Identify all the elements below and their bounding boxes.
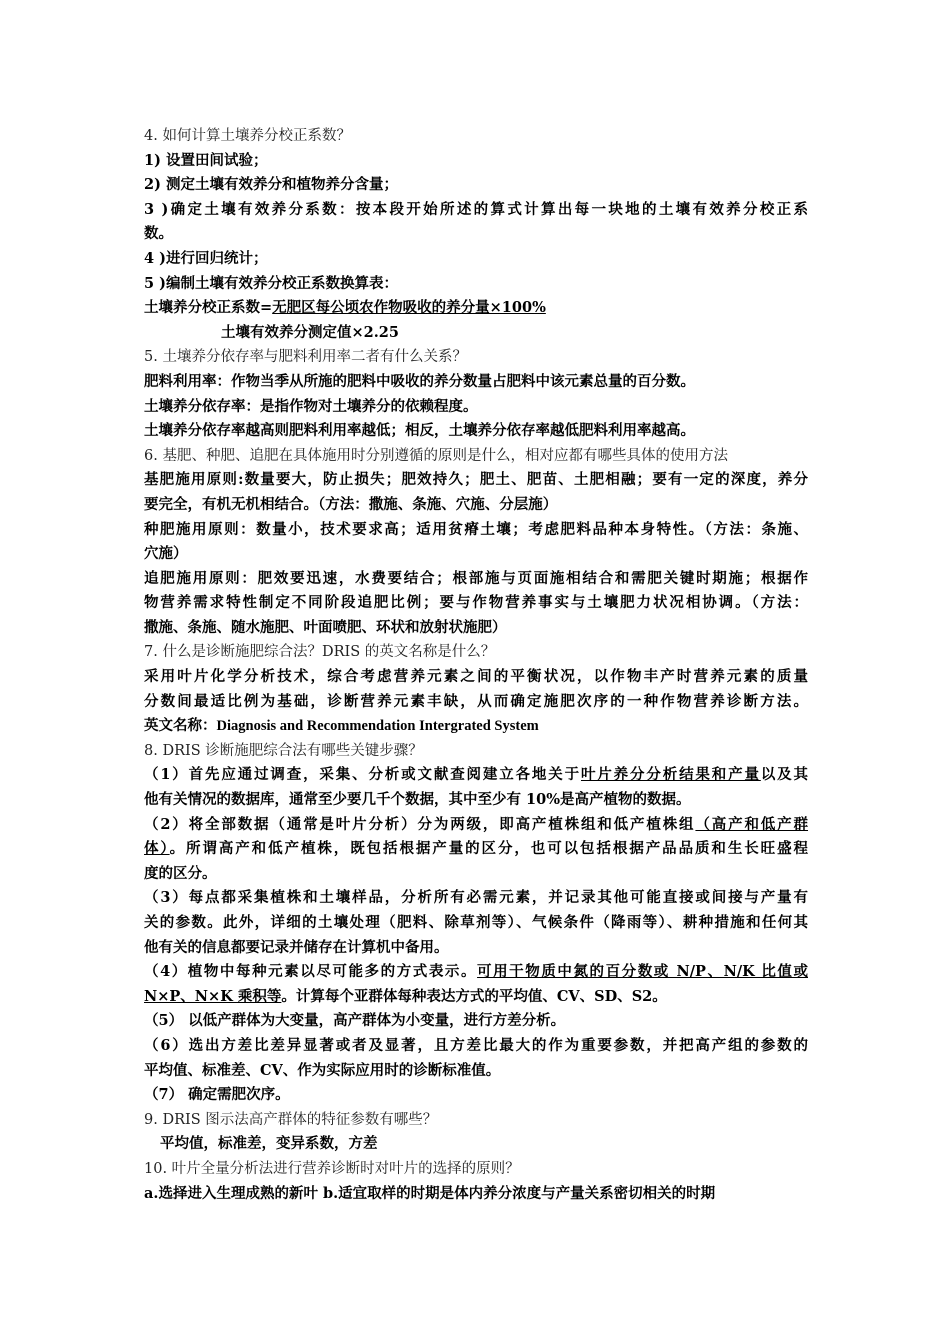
document-page: [144, 124, 808, 1206]
q6-seed-line1: 种肥施用原则：数量小，技术要求高；适用贫瘠土壤；考虑肥料品种本身特性。（方法：条施、: [144, 520, 808, 538]
q8-step7: （7） 确定需肥次序。: [144, 1086, 290, 1104]
q8-step5: （5） 以低产群体为大变量，高产群体为小变量，进行方差分析。: [144, 1012, 566, 1030]
q7-english-name: [144, 714, 808, 739]
q6-topdress-line3: 撒施、条施、随水施肥、叶面喷肥、环状和放射状施肥）: [144, 618, 507, 636]
q8-step2-line3: 度的区分。: [144, 864, 217, 882]
q9-answer: 平均值，标准差，变异系数，方差: [160, 1135, 378, 1153]
q7-line-1: 采用叶片化学分析技术，综合考虑营养元素之间的平衡状况，以作物丰产时营养元素的质量: [144, 668, 808, 686]
text-segment: 以及其: [760, 766, 809, 784]
q4-formula-denominator: 土壤有效养分测定值×2.25: [221, 323, 399, 341]
q6-topdress-line1: 追肥施用原则：肥效要迅速，水费要结合；根部施与页面施相结合和需肥关键时期施；根据作: [144, 569, 808, 587]
text-segment: 。所谓高产和低产植株，既包括根据产量的区分，也可以包括根据产品品质和生长旺盛程: [169, 840, 809, 858]
question-9-title: 9. DRIS 图示法高产群体的特征参数有哪些？: [144, 1111, 438, 1128]
question-10-title: 10. 叶片全量分析法进行营养诊断时对叶片的选择的原则？: [144, 1160, 520, 1177]
q4-step-2: 2) 测定土壤有效养分和植物养分含量；: [144, 176, 398, 194]
q5-line-3: 土壤养分依存率越高则肥料利用率越低；相反，土壤养分依存率越低肥料利用率越高。: [144, 422, 695, 440]
q8-step2-line2: [144, 837, 808, 862]
q4-formula-numerator: [144, 296, 808, 321]
q4-step-1: 1) 设置田间试验；: [144, 151, 268, 169]
formula-left: 土壤养分校正系数=: [144, 299, 273, 317]
q8-step4-line1: [144, 960, 808, 985]
q8-step2-line1: [144, 813, 808, 838]
text-segment: 。计算每个亚群体每种表达方式的平均值、CV、SD、S2。: [281, 987, 667, 1005]
q4-step-4: 4 )进行回归统计；: [144, 249, 268, 267]
q8-step4-line2: [144, 985, 808, 1010]
question-4-title: 4. 如何计算土壤养分校正系数？: [144, 128, 351, 144]
q8-step6-line2: 平均值、标准差、CV、作为实际应用时的诊断标准值。: [144, 1061, 501, 1079]
underlined-segment: 可用干物质中氮的百分数或 N/P、N/K 比值或: [477, 963, 808, 981]
q8-step1-line1: [144, 763, 808, 788]
q6-seed-line2: 穴施）: [144, 545, 188, 563]
q8-step3-line2: 关的参数。此外，详细的土壤处理（肥料、除草剂等）、气候条件（降雨等）、耕种措施和任何其: [144, 914, 808, 931]
q4-step-5: 5 )编制土壤有效养分校正系数换算表：: [144, 274, 398, 292]
text-segment: （4）植物中每种元素以尽可能多的方式表示。: [144, 963, 478, 981]
english-name-value: Diagnosis and Recommendation Intergrated System: [216, 718, 539, 735]
q8-step3-line3: 他有关的信息都要记录并储存在计算机中备用。: [144, 938, 449, 956]
underlined-segment: （高产和低产群: [695, 815, 809, 833]
q7-line-2: 分数间最适比例为基础，诊断营养元素丰缺，从而确定施肥次序的一种作物营养诊断方法。: [144, 692, 808, 710]
q4-step-3-line1: 3 )确定土壤有效养分系数：按本段开始所述的算式计算出每一块地的土壤有效养分校正系: [144, 200, 808, 218]
text-segment: （2）将全部数据（通常是叶片分析）分为两级，即高产植株组和低产植株组: [144, 815, 696, 833]
q8-step1-line2: 他有关情况的数据库，通常至少要几千个数据，其中至少有 10%是高产植物的数据。: [144, 791, 691, 809]
question-7-title: 7. 什么是诊断施肥综合法？DRIS 的英文名称是什么？: [144, 644, 496, 661]
q5-line-2: 土壤养分依存率：是指作物对土壤养分的依赖程度。: [144, 397, 478, 415]
q6-topdress-line2: 物营养需求特性制定不同阶段追肥比例；要与作物营养事实与土壤肥力状况相协调。（方法：: [144, 594, 808, 612]
question-5-title: 5. 土壤养分依存率与肥料利用率二者有什么关系？: [144, 349, 467, 366]
q5-line-1: 肥料利用率：作物当季从所施的肥料中吸收的养分数量占肥料中该元素总量的百分数。: [144, 372, 695, 390]
underlined-segment: N×P、N×K 乘积等: [144, 987, 282, 1005]
q6-basal-line2: 要完全，有机无机相结合。（方法：撒施、条施、穴施、分层施）: [144, 495, 558, 513]
q8-step6-line1: （6）选出方差比差异显著或者及显著，且方差比最大的作为重要参数，并把高产组的参数的: [144, 1036, 808, 1054]
question-8-title: 8. DRIS 诊断施肥综合法有哪些关键步骤？: [144, 742, 423, 759]
question-6-title: 6. 基肥、种肥、追肥在具体施用时分别遵循的原则是什么，相对应都有哪些具体的使用方法: [144, 447, 728, 464]
q4-step-3-line2: 数。: [144, 225, 173, 243]
english-name-label: 英文名称：: [144, 717, 217, 735]
underlined-segment: 体）: [144, 840, 170, 858]
q6-basal-line1: 基肥施用原则:数量要大，防止损失；肥效持久；肥土、肥苗、土肥相融；要有一定的深度，养分: [144, 471, 808, 489]
q8-step3-line1: （3）每点都采集植株和土壤样品，分析所有必需元素，并记录其他可能直接或间接与产量有: [144, 889, 808, 907]
formula-numerator: 无肥区每公顷农作物吸收的养分量×100%: [272, 299, 546, 317]
q10-answer: a.选择进入生理成熟的新叶 b.适宜取样的时期是体内养分浓度与产量关系密切相关的时期: [144, 1184, 716, 1202]
text-segment: （1）首先应通过调查，采集、分析或文献查阅建立各地关于: [144, 766, 581, 784]
underlined-segment: 叶片养分分析结果和产量: [580, 766, 761, 784]
